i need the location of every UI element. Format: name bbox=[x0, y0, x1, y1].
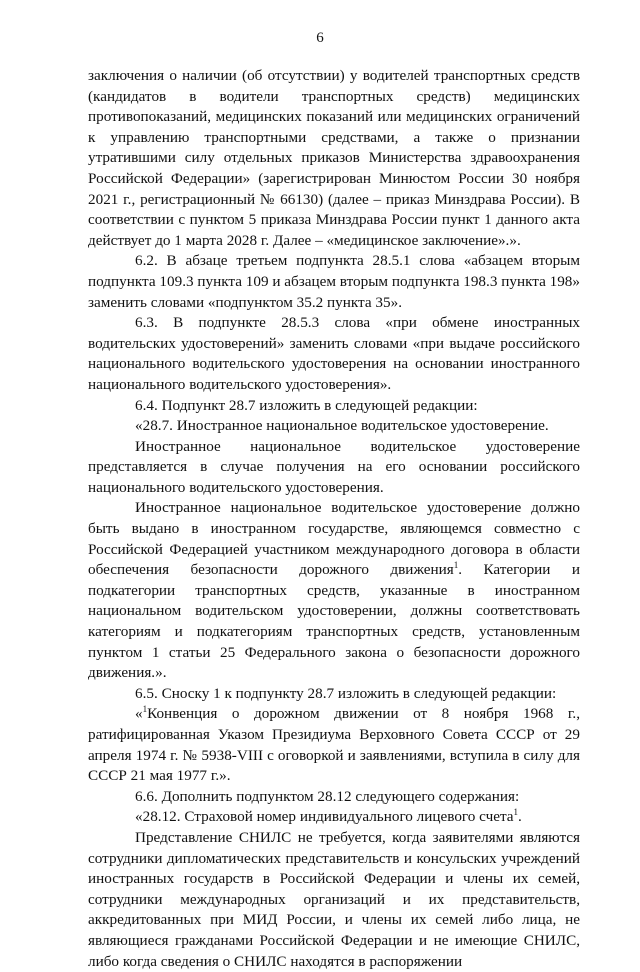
text-segment: Иностранное национальное водительское удостоверение должно быть выдано в иностранном государстве, являющемся совместно с Российской Федерацией участником международного договора в области обеспечения безопасности дорожного движения bbox=[88, 499, 580, 579]
paragraph-6-5: 6.5. Сноску 1 к подпункту 28.7 изложить в следующей редакции: bbox=[135, 684, 557, 702]
paragraph-28-7-heading: «28.7. Иностранное национальное водительское удостоверение. bbox=[135, 417, 549, 435]
paragraph-continuation: заключения о наличии (об отсутствии) у водителей транспортных средств (кандидатов в водители транспортных средств) медицинских противопоказаний, медицинских показаний или медицинских ограничений к управлению транспортными средствами, а также о признании утратившими силу отдельных приказов Министерства здравоохранения Российской Федерации» (зарегистрирован Минюстом России 30 ноября 2021 г., регистрационный № 66130) (далее – приказ Минздрава России). В соответствии с пунктом 5 приказа Минздрава России пункт 1 данного акта действует до 1 марта 2028 г. Далее – «медицинское заключение».». bbox=[88, 67, 580, 249]
text-segment: «28.12. Страховой номер индивидуального лицевого счета bbox=[135, 808, 514, 826]
paragraph-6-3: 6.3. В подпункте 28.5.3 слова «при обмене иностранных водительских удостоверений» заменить словами «при выдаче российского национального водительского удостоверения на основании иностранного национального водительского удостоверения». bbox=[88, 314, 580, 393]
text-segment: Конвенция о дорожном движении от 8 ноября 1968 г., ратифицированная Указом Президиума Верховного Совета СССР от 29 апреля 1974 г. № 5938-VIII с оговоркой и заявлениями, вступила в силу для СССР 21 мая 1977 г.». bbox=[88, 705, 580, 785]
paragraph-6-6: 6.6. Дополнить подпунктом 28.12 следующего содержания: bbox=[135, 787, 520, 805]
text-segment: . Категории и подкатегории транспортных средств, указанные в иностранном национальном водительском удостоверении, должны соответствовать категориям и подкатегориям транспортных средств, установленным пунктом 1 статьи 25 Федерального закона о безопасности дорожного движения.». bbox=[88, 561, 580, 682]
paragraph-28-12-heading bbox=[88, 807, 580, 828]
footnote-ref: 1 bbox=[513, 807, 519, 818]
paragraph-6-4: 6.4. Подпункт 28.7 изложить в следующей редакции: bbox=[135, 396, 478, 414]
document-body bbox=[88, 66, 580, 972]
footnote-ref: 1 bbox=[142, 704, 148, 715]
page-number: 6 bbox=[316, 30, 324, 46]
paragraph-28-7-first: Иностранное национальное водительское удостоверение представляется в случае получения на его основании российского национального водительского удостоверения. bbox=[88, 437, 580, 496]
paragraph-28-7-second bbox=[88, 498, 580, 683]
text-segment: « bbox=[135, 705, 143, 723]
paragraph-snils: Представление СНИЛС не требуется, когда заявителями являются сотрудники дипломатических представительств и консульских учреждений иностранных государств в Российской Федерации и члены их семей, сотрудники международных организаций и их представительств, аккредитованных при МИД России, и члены их семей либо лица, не являющиеся гражданами Российской Федерации и не имеющие СНИЛС, либо когда сведения о СНИЛС находятся в распоряжении bbox=[88, 828, 580, 970]
footnote-ref: 1 bbox=[453, 560, 459, 571]
paragraph-6-2: 6.2. В абзаце третьем подпункта 28.5.1 слова «абзацем вторым подпункта 109.3 пункта 109 и абзацем вторым подпункта 198.3 пункта 198» заменить словами «подпунктом 35.2 пункта 35». bbox=[88, 252, 580, 311]
paragraph-footnote-text bbox=[88, 704, 580, 786]
text-segment: . bbox=[518, 808, 522, 826]
